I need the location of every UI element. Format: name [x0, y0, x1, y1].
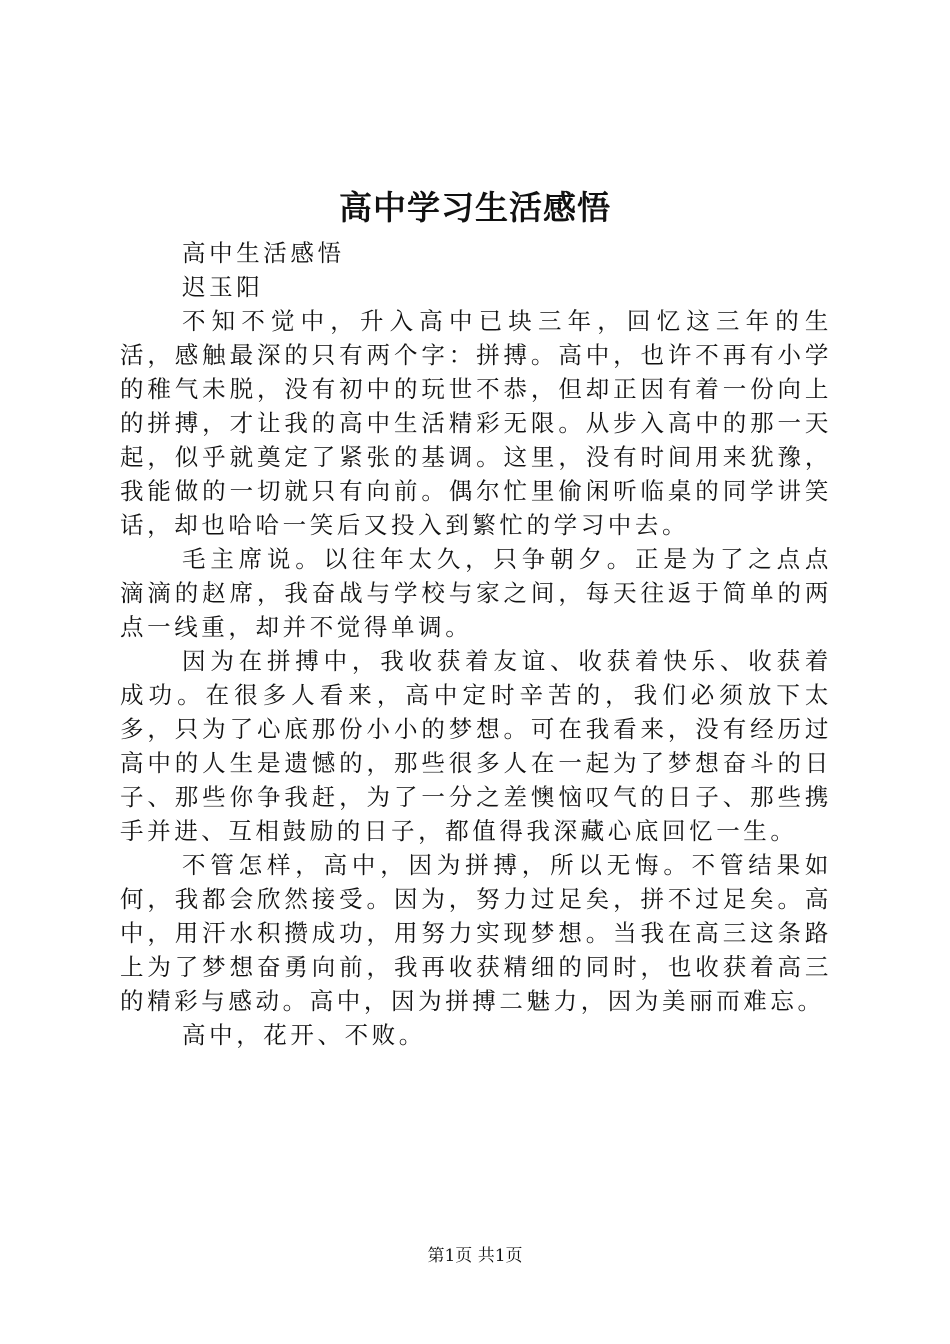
page-footer: 第1页 共1页: [427, 1246, 523, 1266]
document-title: 高中学习生活感悟: [339, 188, 611, 227]
body-paragraph: 因为在拼搏中，我收获着友谊、收获着快乐、收获着成功。在很多人看来，高中定时辛苦的，我们必须放下太多，只为了心底那份小小的梦想。可在我看来，没有经历过高中的人生是遗憾的，那些很多人在一起为了梦想奋斗的日子、那些你争我赶，为了一分之差懊恼叹气的日子、那些携手并进、互相鼓励的日子，都值得我深藏心底回忆一生。: [120, 647, 832, 845]
document-body: [120, 236, 832, 1052]
body-paragraph: 毛主席说。以往年太久，只争朝夕。正是为了之点点滴滴的赵席，我奋战与学校与家之间，每天往返于简单的两点一线重，却并不觉得单调。: [120, 545, 832, 641]
author-paragraph: 迟玉阳: [182, 273, 264, 301]
body-paragraph: 不知不觉中，升入高中已块三年，回忆这三年的生活，感触最深的只有两个字：拼搏。高中，也许不再有小学的稚气未脱，没有初中的玩世不恭，但却正因有着一份向上的拼搏，才让我的高中生活精彩无限。从步入高中的那一天起，似乎就奠定了紧张的基调。这里，没有时间用来犹豫，我能做的一切就只有向前。偶尔忙里偷闲听临桌的同学讲笑话，却也哈哈一笑后又投入到繁忙的学习中去。: [120, 307, 832, 539]
closing-paragraph: 高中，花开、不败。: [182, 1021, 426, 1049]
subtitle-paragraph: 高中生活感悟: [182, 239, 345, 267]
body-paragraph: 不管怎样，高中，因为拼搏，所以无悔。不管结果如何，我都会欣然接受。因为，努力过足矣，拼不过足矣。高中，用汗水积攒成功，用努力实现梦想。当我在高三这条路上为了梦想奋勇向前，我再收获精细的同时，也收获着高三的精彩与感动。高中，因为拼搏二魅力，因为美丽而难忘。: [120, 851, 832, 1015]
